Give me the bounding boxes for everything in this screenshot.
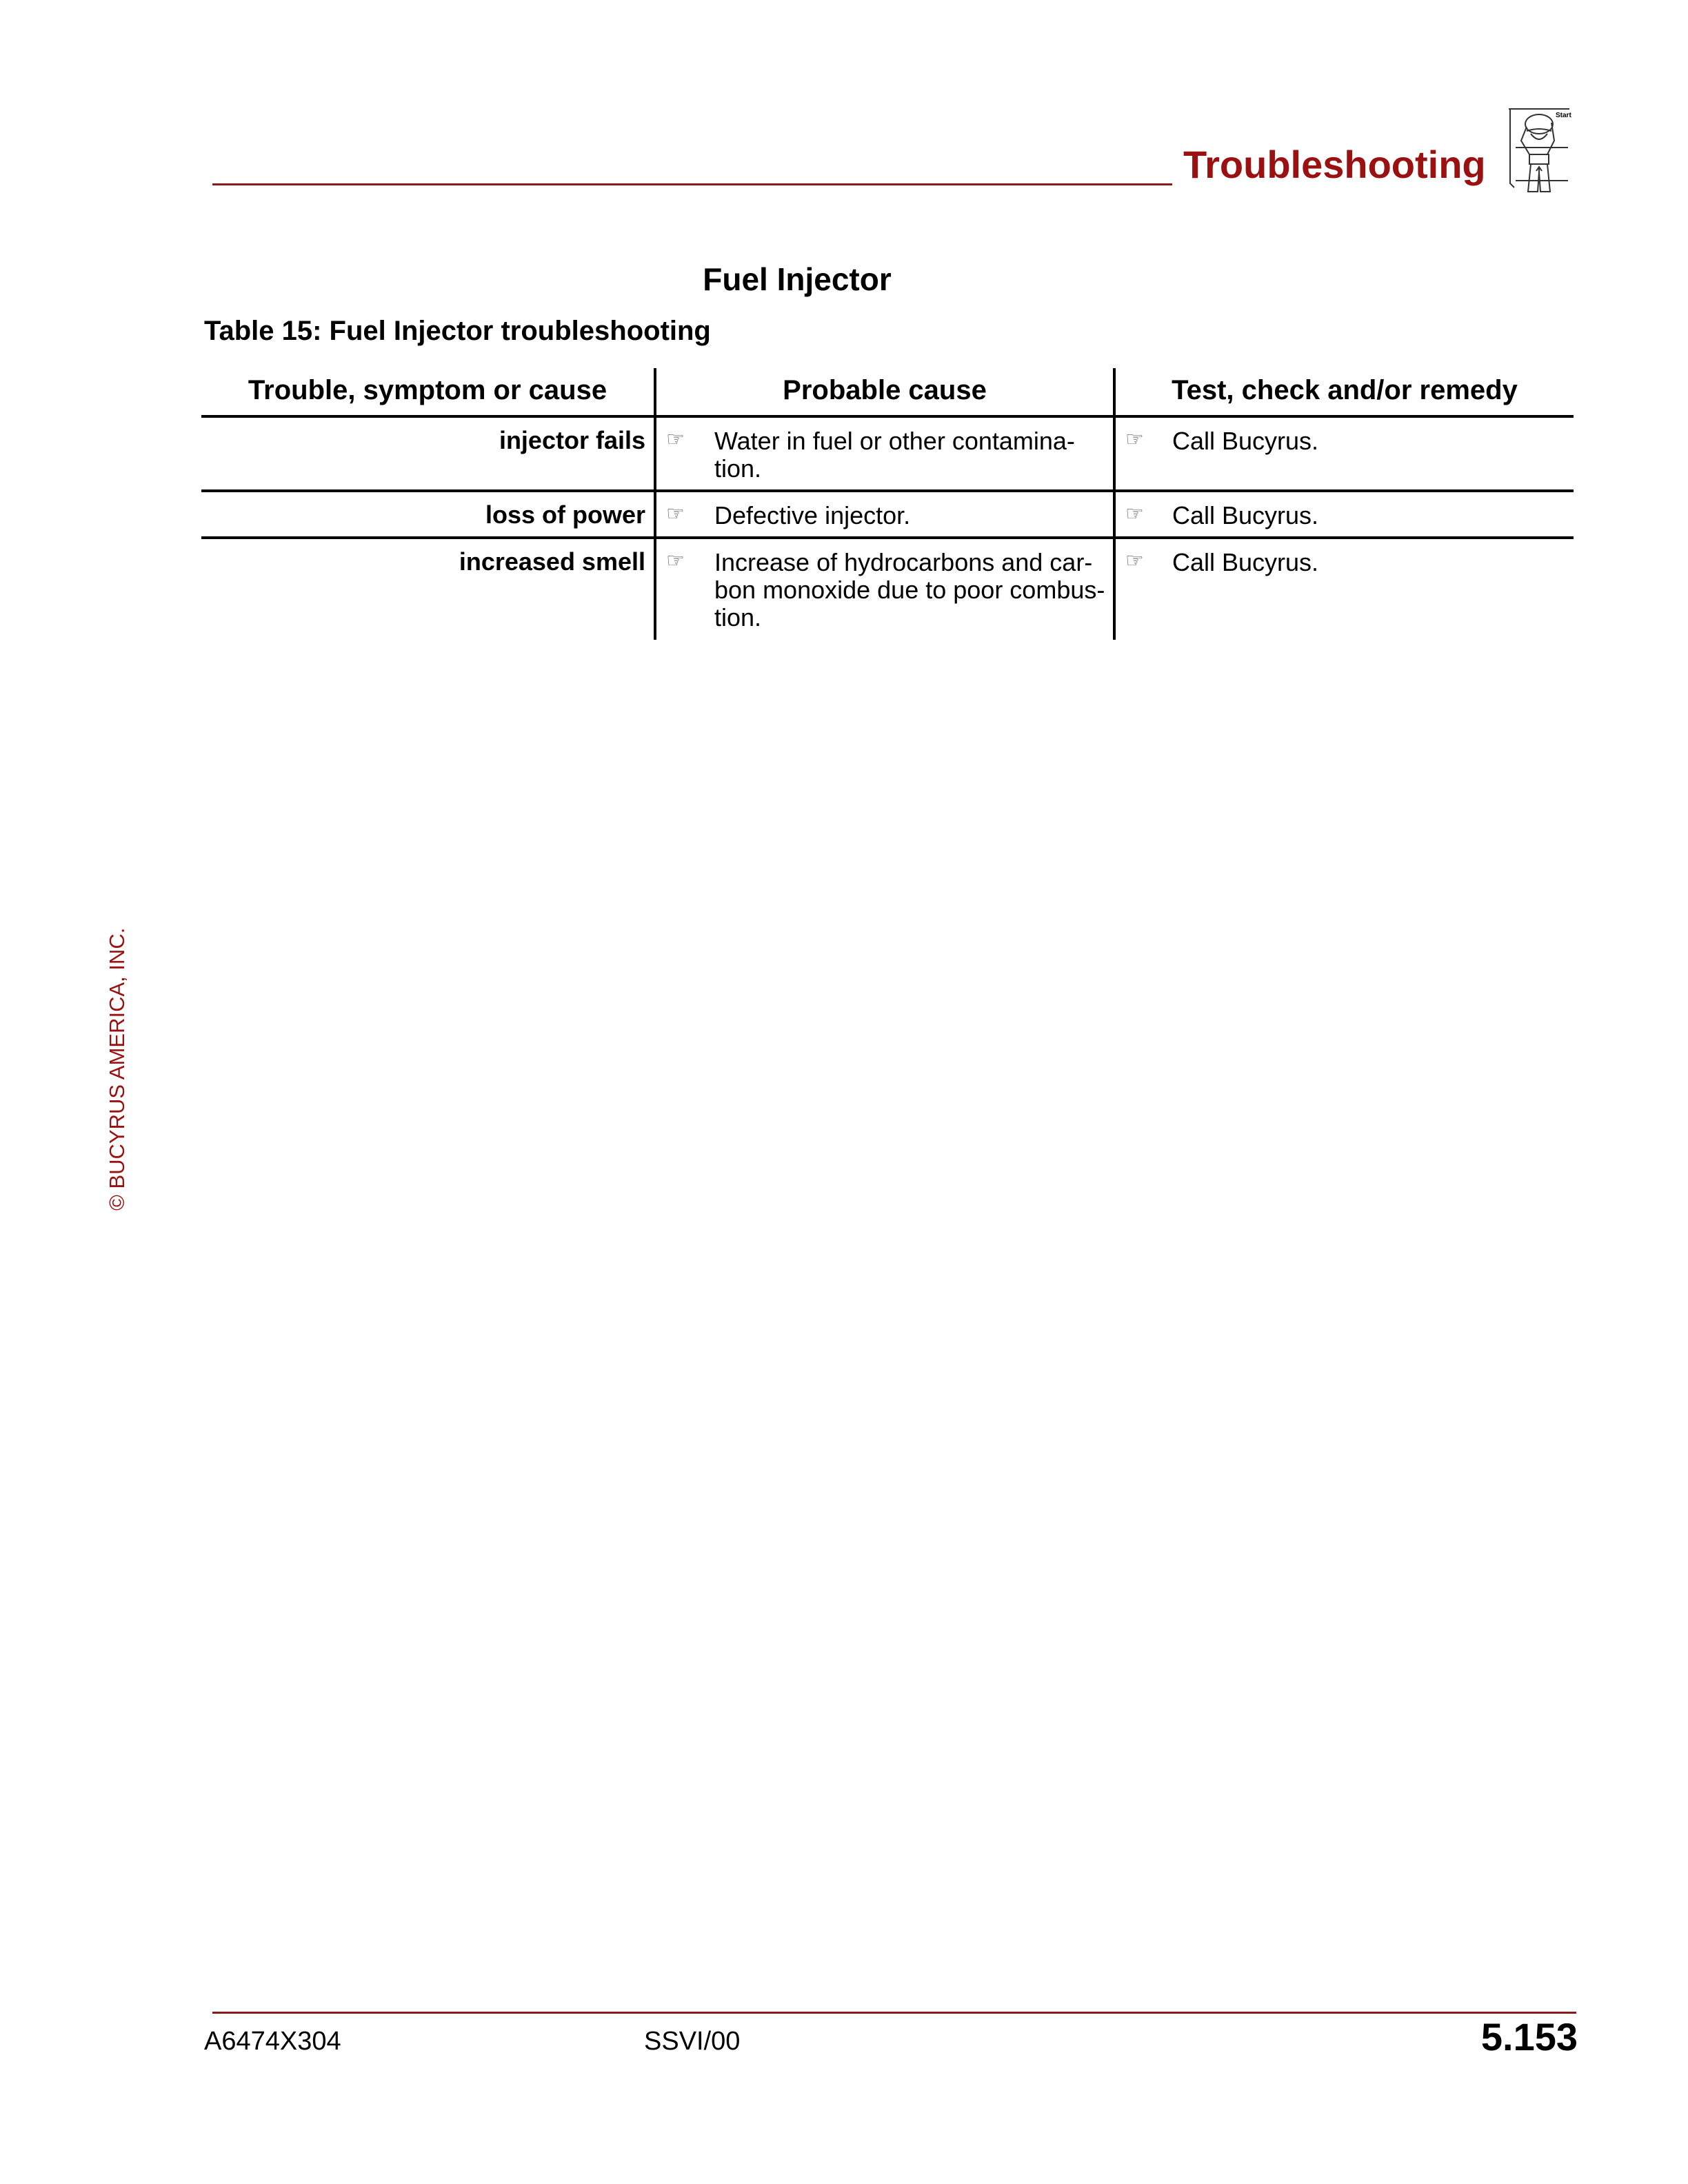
symptom-cell: loss of power [485, 501, 645, 529]
footer-rule [212, 2012, 1576, 2014]
page-number: 5.153 [1480, 2015, 1578, 2059]
pointing-hand-icon: ☞ [1125, 428, 1144, 451]
side-copyright: © BUCYRUS AMERICA, INC. [105, 927, 129, 1211]
column-divider [654, 368, 656, 640]
pointing-hand-icon: ☞ [1125, 503, 1144, 525]
column-divider [1113, 368, 1116, 640]
cause-cell [714, 549, 1105, 631]
pointing-hand-icon: ☞ [666, 549, 685, 572]
row-divider [201, 415, 1574, 418]
pointing-hand-icon: ☞ [666, 503, 685, 525]
symptom-cell: injector fails [499, 426, 645, 454]
cause-line: bon monoxide due to poor combus- [714, 576, 1105, 604]
row-divider [201, 489, 1574, 492]
technician-start-icon [1506, 106, 1572, 196]
remedy-cell: Call Bucyrus. [1172, 501, 1319, 529]
header-title: Troubleshooting [1183, 143, 1486, 186]
pointing-hand-icon: ☞ [1125, 549, 1144, 572]
cause-line: tion. [714, 454, 762, 483]
cause-line: Increase of hydrocarbons and car- [714, 548, 1093, 576]
column-header: Probable cause [783, 375, 987, 405]
footer-doc-id: A6474X304 [204, 2027, 341, 2056]
column-header: Trouble, symptom or cause [248, 375, 607, 405]
row-divider [201, 536, 1574, 539]
table-caption: Table 15: Fuel Injector troubleshooting [204, 316, 711, 346]
footer-revision: SSVI/00 [644, 2027, 741, 2056]
header-rule [212, 183, 1172, 185]
remedy-cell: Call Bucyrus. [1172, 548, 1319, 576]
section-title: Fuel Injector [703, 261, 892, 297]
pointing-hand-icon: ☞ [666, 428, 685, 451]
cause-cell [714, 502, 910, 529]
cause-line: Defective injector. [714, 501, 911, 529]
cause-line: Water in fuel or other contamina- [714, 427, 1075, 455]
cause-cell [714, 427, 1075, 483]
icon-label: Start [1556, 112, 1571, 119]
symptom-cell: increased smell [459, 547, 645, 576]
remedy-cell: Call Bucyrus. [1172, 427, 1319, 455]
column-header: Test, check and/or remedy [1172, 375, 1518, 405]
cause-line: tion. [714, 603, 762, 631]
